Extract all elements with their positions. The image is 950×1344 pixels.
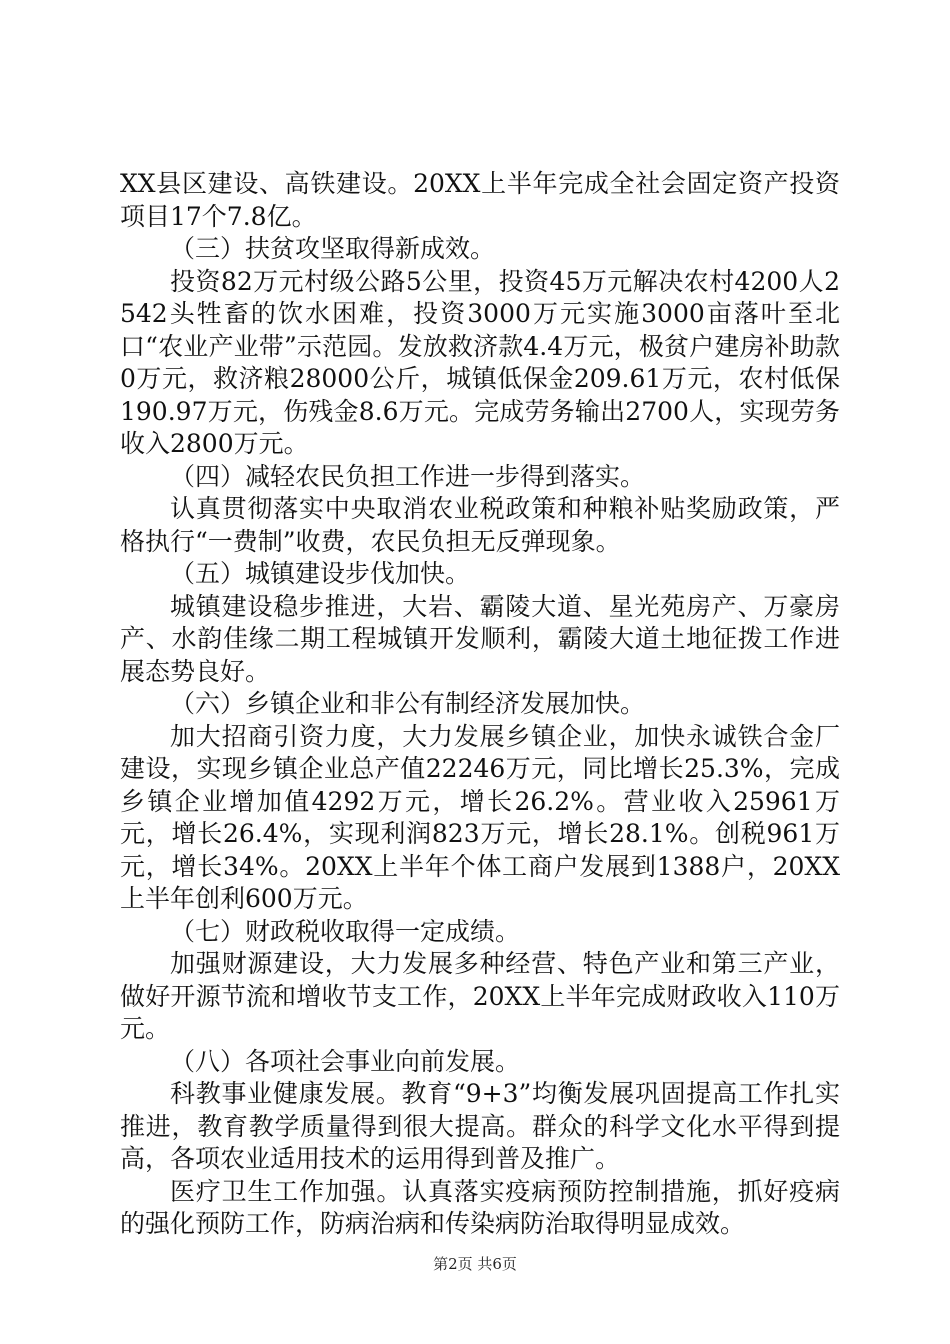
page-number-footer: 第2页 共6页	[433, 1255, 517, 1273]
section-heading-4: （四）减轻农民负担工作进一步得到落实。	[170, 461, 646, 491]
paragraph: 加强财源建设，大力发展多种经营、特色产业和第三产业，做好开源节流和增收节支工作，20XX上半年完成财政收入110万元。	[120, 949, 840, 1043]
paragraph: 医疗卫生工作加强。认真落实疫病预防控制措施，抓好疫病的强化预防工作，防病治病和传染病防治取得明显成效。	[120, 1176, 840, 1238]
paragraph: 投资82万元村级公路5公里，投资45万元解决农村4200人2542头牲畜的饮水困难，投资3000万元实施3000亩落叶至北口“农业产业带”示范园。发放救济款4.4万元，极贫户建房补助款0万元，救济粮28000公斤，城镇低保金209.61万元，农村低保190.97万元，伤残金8.6万元。完成劳务输出2700人，实现劳务收入2800万元。	[120, 266, 840, 458]
paragraph: 城镇建设稳步推进，大岩、霸陵大道、星光苑房产、万豪房产、水韵佳缘二期工程城镇开发顺利，霸陵大道土地征拨工作进展态势良好。	[120, 591, 840, 686]
paragraph: 科教事业健康发展。教育“9+3”均衡发展巩固提高工作扎实推进，教育教学质量得到很大提高。群众的科学文化水平得到提高，各项农业适用技术的运用得到普及推广。	[120, 1079, 840, 1173]
section-heading-7: （七）财政税收取得一定成绩。	[170, 916, 521, 946]
section-heading-6: （六）乡镇企业和非公有制经济发展加快。	[170, 689, 646, 718]
paragraph: XX县区建设、高铁建设。20XX上半年完成全社会固定资产投资项目17个7.8亿。	[120, 169, 840, 231]
paragraph: 加大招商引资力度，大力发展乡镇企业，加快永诚铁合金厂建设，实现乡镇企业总产值22246万元，同比增长25.3%，完成乡镇企业增加值4292万元，增长26.2%。营业收入25961万元，增长26.4%，实现利润823万元，增长28.1%。创税961万元，增长34%。20XX上半年个体工商户发展到1388户，20XX上半年创利600万元。	[120, 721, 840, 913]
section-heading-3: （三）扶贫攻坚取得新成效。	[170, 234, 496, 263]
paragraph: 认真贯彻落实中央取消农业税政策和种粮补贴奖励政策，严格执行“一费制”收费，农民负担无反弹现象。	[120, 494, 840, 556]
section-heading-8: （八）各项社会事业向前发展。	[170, 1046, 521, 1076]
section-heading-5: （五）城镇建设步伐加快。	[170, 559, 471, 588]
document-body	[120, 168, 840, 1241]
